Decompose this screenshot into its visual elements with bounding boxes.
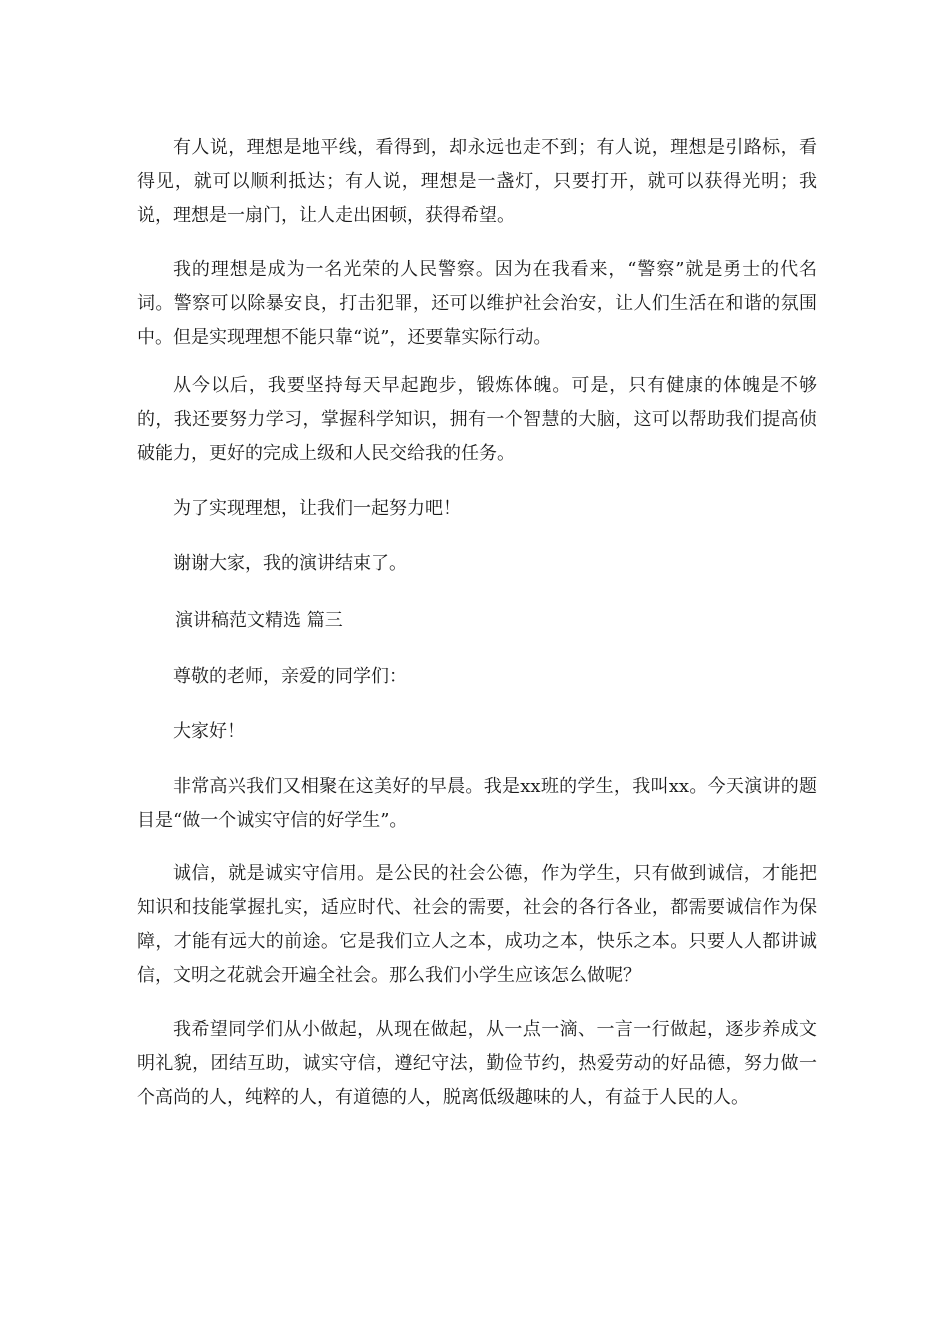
section-heading: 演讲稿范文精选 篇三 [175,610,343,631]
paragraph-ideal-metaphors: 有人说，理想是地平线，看得到，却永远也走不到；有人说，理想是引路标，看得见，就可以顺利抵达；有人说，理想是一盏灯，只要打开，就可以获得光明；我说，理想是一扇门，让人走出困顿，获得希望。 [137,137,817,226]
paragraph-police-dream: 我的理想是成为一名光荣的人民警察。因为在我看来，“警察”就是勇士的代名词。警察可以除暴安良，打击犯罪，还可以维护社会治安，让人们生活在和谐的氛围中。但是实现理想不能只靠“说”，还要靠实际行动。 [137,259,817,348]
paragraph-action-plan: 从今以后，我要坚持每天早起跑步，锻炼体魄。可是，只有健康的体魄是不够的，我还要努力学习，掌握科学知识，拥有一个智慧的大脑，这可以帮助我们提高侦破能力，更好的完成上级和人民交给我的任务。 [137,375,817,464]
paragraph-call-to-effort: 为了实现理想，让我们一起努力吧！ [173,498,461,519]
paragraph-closing-thanks: 谢谢大家，我的演讲结束了。 [173,553,407,574]
paragraph-introduction: 非常高兴我们又相聚在这美好的早晨。我是xx班的学生，我叫xx。今天演讲的题目是“做一个诚实守信的好学生”。 [137,776,817,831]
paragraph-hope-for-students: 我希望同学们从小做起，从现在做起，从一点一滴、一言一行做起，逐步养成文明礼貌，团结互助，诚实守信，遵纪守法，勤俭节约，热爱劳动的好品德，努力做一个高尚的人，纯粹的人，有道德的人，脱离低级趣味的人，有益于人民的人。 [137,1019,817,1108]
paragraph-salutation: 尊敬的老师，亲爱的同学们： [173,666,407,687]
paragraph-honesty-definition: 诚信，就是诚实守信用。是公民的社会公德，作为学生，只有做到诚信，才能把知识和技能掌握扎实，适应时代、社会的需要，社会的各行各业，都需要诚信作为保障，才能有远大的前途。它是我们立人之本，成功之本，快乐之本。只要人人都讲诚信，文明之花就会开遍全社会。那么我们小学生应该怎么做呢？ [137,863,817,986]
paragraph-greeting: 大家好！ [173,721,245,742]
